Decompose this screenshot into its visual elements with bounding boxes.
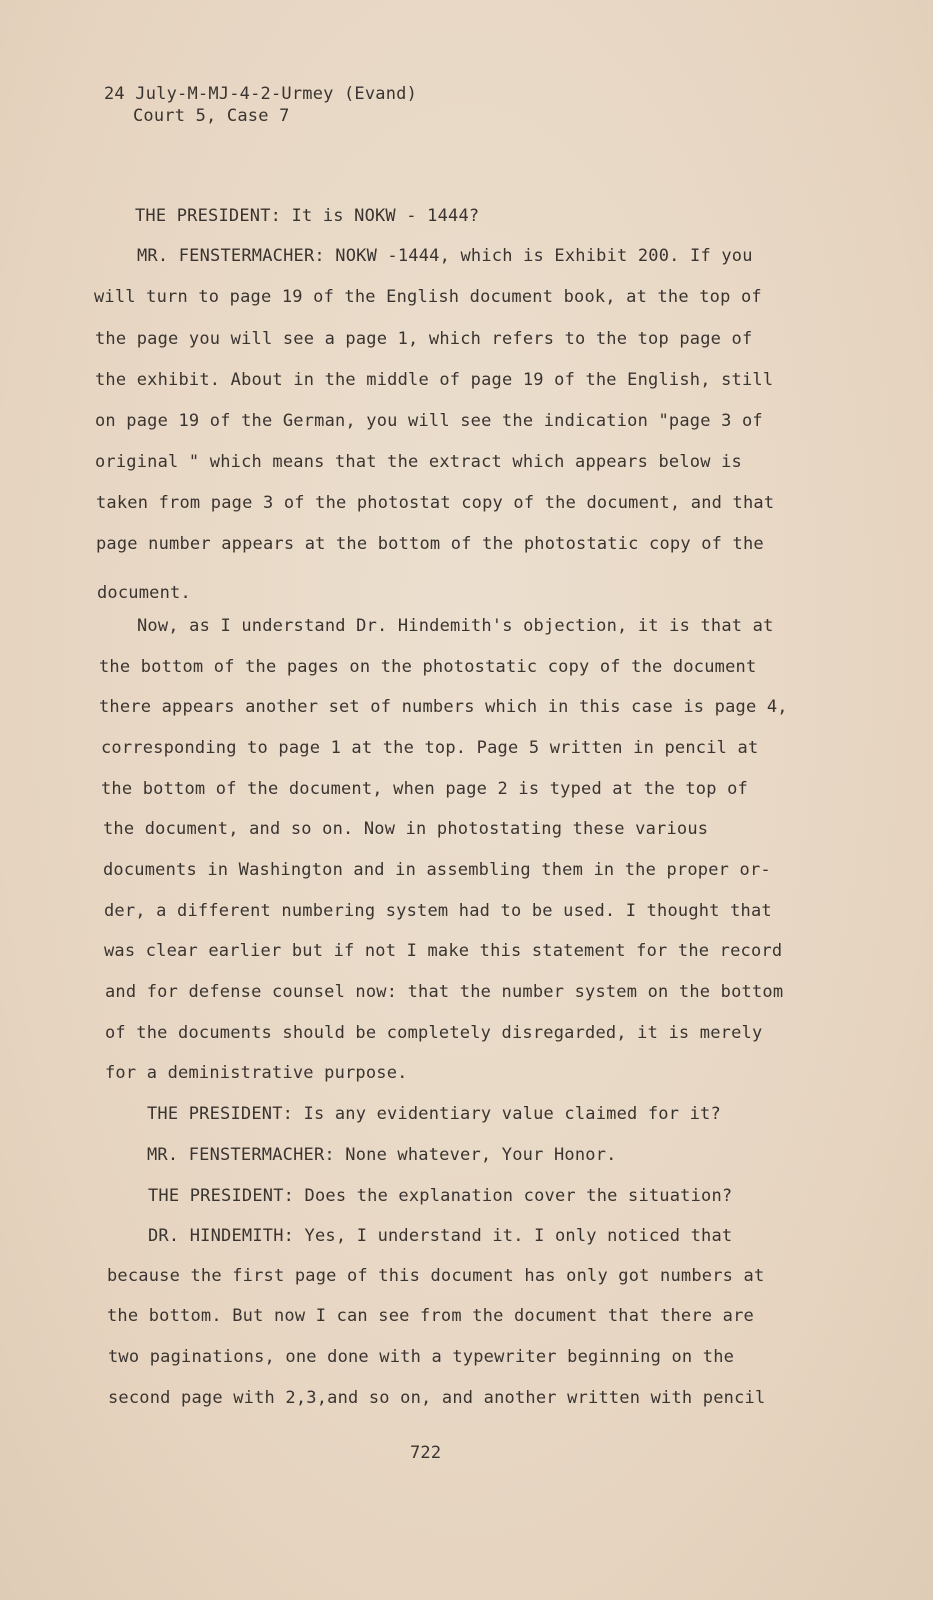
page-number: 722 — [410, 1443, 442, 1463]
text-line: the document, and so on. Now in photostating these various — [103, 819, 709, 839]
text-line: THE PRESIDENT: Does the explanation cover the situation? — [148, 1186, 733, 1206]
text-line: and for defense counsel now: that the number system on the bottom — [105, 982, 784, 1002]
text-line: documents in Washington and in assembling them in the proper or- — [103, 860, 771, 880]
text-line: there appears another set of numbers which in this case is page 4, — [99, 697, 788, 717]
header-line-1: 24 July-M-MJ-4-2-Urmey (Evand) — [104, 84, 418, 104]
text-line: on page 19 of the German, you will see the indication "page 3 of — [95, 411, 763, 431]
text-line: the exhibit. About in the middle of page 19 of the English, still — [95, 370, 774, 390]
text-line: original " which means that the extract which appears below is — [95, 452, 742, 472]
text-line: the bottom of the document, when page 2 is typed at the top of — [101, 779, 748, 799]
text-line: document. — [97, 583, 191, 603]
text-line: MR. FENSTERMACHER: None whatever, Your Honor. — [147, 1145, 617, 1165]
text-line: will turn to page 19 of the English document book, at the top of — [94, 287, 762, 307]
text-line: for a deministrative purpose. — [105, 1063, 408, 1083]
text-line: two paginations, one done with a typewriter beginning on the — [108, 1347, 735, 1367]
text-line: THE PRESIDENT: Is any evidentiary value claimed for it? — [147, 1104, 721, 1124]
text-line: page number appears at the bottom of the photostatic copy of the — [96, 534, 764, 554]
text-line: DR. HINDEMITH: Yes, I understand it. I only noticed that — [148, 1226, 733, 1246]
text-line: the bottom of the pages on the photostatic copy of the document — [99, 657, 757, 677]
text-line: der, a different numbering system had to be used. I thought that — [104, 901, 772, 921]
text-line: Now, as I understand Dr. Hindemith's objection, it is that at — [137, 616, 774, 636]
text-line: the bottom. But now I can see from the document that there are — [107, 1306, 754, 1326]
header-line-2: Court 5, Case 7 — [133, 106, 290, 126]
text-line: of the documents should be completely disregarded, it is merely — [105, 1023, 763, 1043]
text-line: taken from page 3 of the photostat copy of the document, and that — [96, 493, 775, 513]
text-line: the page you will see a page 1, which refers to the top page of — [95, 329, 753, 349]
text-line: corresponding to page 1 at the top. Page 5 written in pencil at — [101, 738, 759, 758]
text-line: was clear earlier but if not I make this statement for the record — [104, 941, 783, 961]
text-line: second page with 2,3,and so on, and another written with pencil — [108, 1388, 766, 1408]
text-line: MR. FENSTERMACHER: NOKW -1444, which is Exhibit 200. If you — [137, 246, 753, 266]
text-line: THE PRESIDENT: It is NOKW - 1444? — [135, 206, 480, 226]
text-line: because the first page of this document has only got numbers at — [107, 1266, 765, 1286]
